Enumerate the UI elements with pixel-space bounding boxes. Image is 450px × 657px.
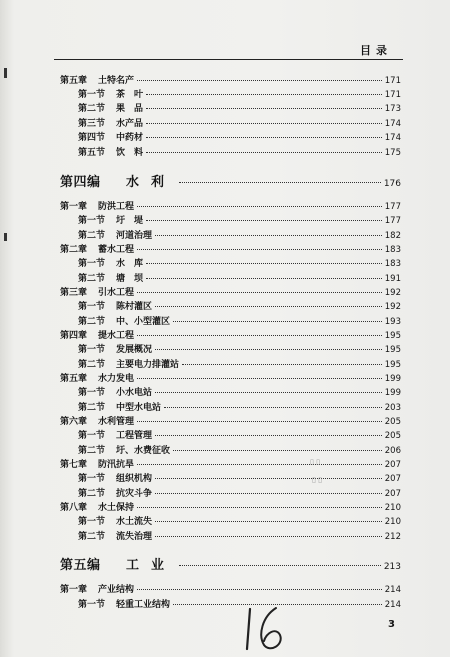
toc-entry-number: 第一节: [78, 431, 106, 441]
toc-entry-title: 发展概况: [116, 345, 153, 355]
toc-leader-dots: [155, 536, 382, 537]
toc-section-row: [78, 87, 401, 100]
toc-entry-page: 183: [384, 245, 401, 255]
toc-entry-number: 第一节: [78, 474, 106, 484]
toc-entry-number: 第二节: [78, 532, 106, 542]
toc-section-row: [78, 314, 401, 327]
toc-leader-dots: [179, 182, 381, 183]
toc-leader-dots: [155, 478, 382, 479]
toc-leader-dots: [146, 220, 382, 221]
toc-entry-number: 第五章: [60, 374, 88, 384]
toc-entry-number: 第一节: [78, 302, 106, 312]
toc-entry-number: 第一节: [78, 388, 106, 398]
toc-entry-page: 183: [384, 259, 401, 269]
toc-leader-dots: [137, 507, 382, 508]
toc-leader-dots: [155, 235, 382, 236]
toc-entry-title: 圩 堤: [116, 216, 144, 226]
toc-entry-title: 中型水电站: [116, 403, 162, 413]
toc-entry-number: 第一节: [78, 345, 106, 355]
toc-section-row: [78, 400, 401, 413]
toc-entry-number: 第一节: [78, 600, 106, 610]
toc-leader-dots: [155, 521, 382, 522]
toc-section-row: [78, 145, 401, 158]
toc-entry-title: 河道治理: [116, 231, 153, 241]
page-header-title: 目录: [360, 44, 392, 57]
toc-entry-page: 207: [384, 460, 401, 470]
toc-entry-page: 192: [384, 302, 401, 312]
toc-entry-title: 防洪工程: [98, 202, 135, 212]
toc-entry-title: 提水工程: [98, 331, 135, 341]
toc-entry-number: 第四章: [60, 331, 88, 341]
toc-leader-dots: [182, 364, 382, 365]
toc-entry-number: 第三节: [78, 119, 106, 129]
toc-entry-page: 177: [384, 216, 401, 226]
toc-leader-dots: [173, 321, 382, 322]
toc-section-row: [78, 228, 401, 241]
toc-entry-number: 第二章: [60, 245, 88, 255]
toc-entry-page: 203: [384, 403, 401, 413]
toc-leader-dots: [155, 349, 382, 350]
toc-entry-number: 第六章: [60, 417, 88, 427]
toc-section-row: [78, 486, 401, 499]
toc-leader-dots: [146, 263, 382, 264]
toc-section-row: [78, 213, 401, 226]
toc-entry-title: 工业: [126, 558, 177, 573]
toc-leader-dots: [146, 108, 382, 109]
toc-entry-number: 第一节: [78, 517, 106, 527]
toc-section-row: [78, 130, 401, 143]
toc-section-row: [78, 342, 401, 355]
toc-leader-dots: [137, 464, 382, 465]
toc-entry-number: 第二节: [78, 360, 106, 370]
toc-leader-dots: [155, 435, 382, 436]
toc-chapter-row: [60, 242, 401, 255]
toc-section-row: [78, 514, 401, 527]
handwritten-page-number: [240, 605, 300, 653]
toc-entry-number: 第一节: [78, 259, 106, 269]
toc-entry-number: 第四节: [78, 133, 106, 143]
toc-leader-dots: [137, 80, 382, 81]
toc-leader-dots: [137, 421, 382, 422]
toc-section-row: [78, 529, 401, 542]
toc-entry-title: 土特名产: [98, 76, 135, 86]
toc-entry-number: 第二节: [78, 104, 106, 114]
toc-leader-dots: [137, 589, 382, 590]
toc-entry-number: 第一节: [78, 90, 106, 100]
toc-entry-title: 组织机构: [116, 474, 153, 484]
toc-part-row: [60, 554, 401, 573]
toc-chapter-row: [60, 457, 401, 470]
toc-section-row: [78, 116, 401, 129]
toc-entry-page: 193: [384, 317, 401, 327]
toc-entry-title: 水土流失: [116, 517, 153, 527]
toc-entry-number: 第二节: [78, 274, 106, 284]
toc-entry-page: 205: [384, 417, 401, 427]
toc-entry-number: 第七章: [60, 460, 88, 470]
toc-leader-dots: [155, 392, 382, 393]
toc-chapter-row: [60, 73, 401, 86]
toc-entry-title: 轻重工业结构: [116, 600, 171, 610]
toc-entry-title: 水力发电: [98, 374, 135, 384]
toc-entry-page: 174: [384, 133, 401, 143]
toc-entry-title: 蓄水工程: [98, 245, 135, 255]
toc-entry-title: 中药材: [116, 133, 144, 143]
toc-section-row: [78, 101, 401, 114]
toc-section-row: [78, 256, 401, 269]
toc-entry-page: 195: [384, 345, 401, 355]
toc-entry-number: 第五节: [78, 148, 106, 158]
toc-leader-dots: [137, 292, 382, 293]
toc-entry-number: 第二节: [78, 231, 106, 241]
toc-entry-page: 210: [384, 517, 401, 527]
toc-entry-page: 173: [384, 104, 401, 114]
toc-entry-page: 171: [384, 90, 401, 100]
toc-entry-number: 第二节: [78, 489, 106, 499]
toc-leader-dots: [146, 94, 382, 95]
toc-entry-title: 流失治理: [116, 532, 153, 542]
faint-stamp-mark: ▯ ▯: [310, 458, 320, 466]
toc-leader-dots: [179, 565, 381, 566]
toc-leader-dots: [155, 306, 382, 307]
toc-chapter-row: [60, 199, 401, 212]
toc-entry-title: 塘 坝: [116, 274, 144, 284]
toc-chapter-row: [60, 328, 401, 341]
toc-entry-page: 175: [384, 148, 401, 158]
toc-part-row: [60, 171, 401, 190]
toc-leader-dots: [146, 152, 382, 153]
toc-entry-page: 192: [384, 288, 401, 298]
toc-entry-title: 饮 料: [116, 148, 144, 158]
toc-entry-number: 第三章: [60, 288, 88, 298]
toc-section-row: [78, 471, 401, 484]
toc-entry-title: 水产品: [116, 119, 144, 129]
toc-entry-title: 茶 叶: [116, 90, 144, 100]
toc-entry-page: 210: [384, 503, 401, 513]
toc-entry-title: 防汛抗旱: [98, 460, 135, 470]
toc-entry-page: 176: [383, 179, 401, 189]
toc-entry-title: 工程管理: [116, 431, 153, 441]
toc-entry-number: 第一节: [78, 216, 106, 226]
toc-entry-title: 产业结构: [98, 585, 135, 595]
toc-entry-title: 水利: [126, 175, 177, 190]
toc-entry-page: 213: [383, 562, 401, 572]
toc-leader-dots: [164, 407, 382, 408]
toc-entry-page: 195: [384, 360, 401, 370]
toc-entry-number: 第八章: [60, 503, 88, 513]
toc-entry-page: 214: [384, 600, 401, 610]
toc-leader-dots: [173, 450, 382, 451]
toc-entry-page: 206: [384, 446, 401, 456]
toc-chapter-row: [60, 414, 401, 427]
toc-chapter-row: [60, 285, 401, 298]
toc-entry-title: 主要电力排灌站: [116, 360, 180, 370]
toc-entry-title: 中、小型灌区: [116, 317, 171, 327]
toc-entry-page: 182: [384, 231, 401, 241]
toc-leader-dots: [146, 123, 382, 124]
toc-chapter-row: [60, 582, 401, 595]
toc-entry-number: 第二节: [78, 317, 106, 327]
toc-entry-page: 207: [384, 489, 401, 499]
toc-leader-dots: [155, 493, 382, 494]
toc-entry-title: 水土保持: [98, 503, 135, 513]
toc-entry-number: 第一章: [60, 202, 88, 212]
toc-entry-title: 引水工程: [98, 288, 135, 298]
toc-section-row: [78, 299, 401, 312]
toc-leader-dots: [137, 335, 382, 336]
toc-leader-dots: [146, 278, 382, 279]
toc-chapter-row: [60, 500, 401, 513]
toc-leader-dots: [137, 378, 382, 379]
toc-section-row: [78, 271, 401, 284]
toc-entry-page: 177: [384, 202, 401, 212]
page-number: 3: [388, 619, 395, 630]
toc-entry-title: 圩、水费征收: [116, 446, 171, 456]
toc-leader-dots: [137, 249, 382, 250]
toc-entry-number: 第二节: [78, 403, 106, 413]
toc-entry-number: 第一章: [60, 585, 88, 595]
toc-entry-page: 214: [384, 585, 401, 595]
toc-entry-page: 199: [384, 374, 401, 384]
toc-entry-number: 第四编: [60, 175, 101, 190]
toc-entry-page: 195: [384, 331, 401, 341]
toc-section-row: [78, 428, 401, 441]
toc-entry-number: 第五章: [60, 76, 88, 86]
toc-entry-title: 水利管理: [98, 417, 135, 427]
toc-entry-page: 207: [384, 474, 401, 484]
toc-entry-title: 小水电站: [116, 388, 153, 398]
toc-section-row: [78, 357, 401, 370]
toc-entry-title: 水 库: [116, 259, 144, 269]
toc-section-row: [78, 385, 401, 398]
toc-section-row: [78, 443, 401, 456]
toc-entry-page: 199: [384, 388, 401, 398]
toc-entry-title: 抗灾斗争: [116, 489, 153, 499]
toc-entry-number: 第五编: [60, 558, 101, 573]
toc-entry-title: 陈村灌区: [116, 302, 153, 312]
toc-entry-page: 191: [384, 274, 401, 284]
toc-leader-dots: [137, 206, 382, 207]
toc-entry-page: 171: [384, 76, 401, 86]
toc-entry-page: 174: [384, 119, 401, 129]
toc-chapter-row: [60, 371, 401, 384]
toc-entry-title: 果 品: [116, 104, 144, 114]
toc-entry-number: 第二节: [78, 446, 106, 456]
toc-entry-page: 212: [384, 532, 401, 542]
faint-stamp-mark: ▯ ▯: [312, 476, 322, 484]
toc-leader-dots: [146, 137, 382, 138]
toc-entry-page: 205: [384, 431, 401, 441]
